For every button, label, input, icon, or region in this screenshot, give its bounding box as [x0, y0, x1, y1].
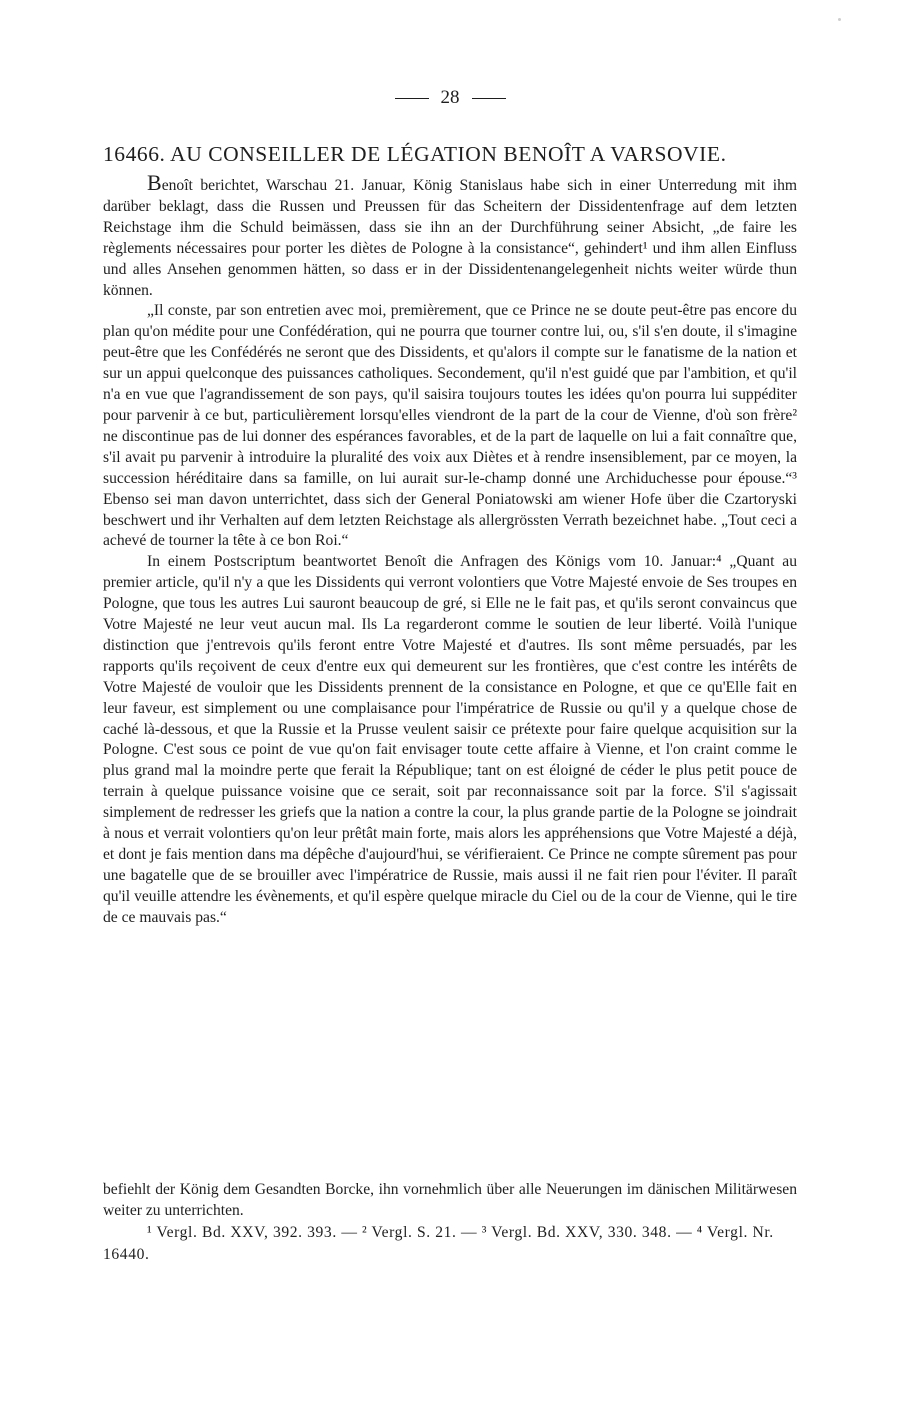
document-heading: 16466. AU CONSEILLER DE LÉGATION BENOÎT A VARSOVIE.	[103, 142, 727, 166]
closing-section	[103, 1180, 797, 1222]
paragraph-1-text: enoît berichtet, Warschau 21. Januar, König Stanislaus habe sich in einer Unterredung mit ihm darüber beklagt, dass die Russen und Preussen für das Scheitern der Dissidentenfrage auf dem letzten Reichstage ihm die Schuld beimässen, dass sie ihn an der Durchführung seiner Absicht, „de faire les règlements nécessaires pour porter les diètes de Pologne à la consistance“, gehindert¹ und ihm allen Einfluss und alles Ansehen genommen hätten, so dass er in der Dissidentenangelegenheit nichts weiter würde thun können.	[103, 177, 797, 299]
closing-paragraph: befiehlt der König dem Gesandten Borcke, ihn vornehmlich über alle Neuerungen im dänischen Militärwesen weiter zu unterrichten.	[103, 1181, 797, 1219]
paragraph-1	[103, 170, 797, 301]
page-number-line	[0, 86, 900, 110]
scan-speck	[838, 18, 841, 21]
footnotes	[103, 1222, 797, 1266]
right-dash-rule	[472, 98, 506, 99]
paragraph-2: „Il conste, par son entretien avec moi, premièrement, que ce Prince ne se doute peut-être pas encore du plan qu'on médite pour une Confédération, qui ne pourra que tourner contre lui, ou, s'il s'en doute, il s'imagine peut-être que les Confédérés ne seront que des Dissidents, et qu'alors il compte sur le fanatisme de la nation et sur un appui quelconque des puissances catholiques. Secondement, qu'il n'est guidé que par l'ambition, et qu'il n'a en vue que l'agrandissement de son pays, qu'il saisira toujours toutes les idées qu'on pourra lui suppéditer pour parvenir à ce but, particulièrement lorsqu'elles viendront de la part de la cour de Vienne, d'où son frère² ne discontinue pas de lui donner des espérances favorables, et de la part de laquelle on lui a fait connaître que, s'il avait pu parvenir à introduire la pluralité des voix aux Diètes et à rendre insensiblement, par ce moyen, la succession héréditaire dans sa famille, on lui aurait sur-le-champ donné une Archiduchesse pour épouse.“³ Ebenso sei man davon unterrichtet, dass sich der General Poniatowski am wiener Hofe über die Czartoryski beschwert und ihr Verhalten auf dem letzten Reichstage als allergrössten Verrath bezeichnet habe. „Tout ceci a achevé de tourner la tête à ce bon Roi.“	[103, 302, 797, 550]
page-number: 28	[440, 87, 460, 108]
initial-letter: B	[147, 170, 162, 195]
paragraph-3: In einem Postscriptum beantwortet Benoît die Anfragen des Königs vom 10. Januar:⁴ „Quant au premier article, qu'il n'y a que les Dissidents qui verront volontiers que Votre Majesté envoie de Ses troupes en Pologne, que tous les autres Lui sauront beaucoup de gré, si Elle ne le fait pas, et qu'ils seront convaincus que Votre Majesté ne leur veut aucun mal. Ils La regarderont comme le soutien de leur liberté. Voilà l'unique distinction que j'entrevois qu'ils feront entre Votre Majesté et d'autres. Ils sont même persuadés, par les rapports qu'ils reçoivent de ceux d'entre eux qui demeurent sur les frontières, que c'est contre les intérêts de Votre Majesté de vouloir que les Dissidents prennent de la consistance en Pologne, et que ce qu'Elle fait en leur faveur, est simplement ou une complaisance pour l'impératrice de Russie ou qu'il y a quelque chose de caché là-dessous, et que la Russie et la Prusse veulent saisir ce prétexte pour faire quelque acquisition sur la Pologne. C'est sous ce point de vue qu'on fait envisager toute cette affaire à Vienne, et l'on craint comme le plus grand mal la moindre perte que ferait la République; tant on est éloigné de céder le plus petit pouce de terrain à quelque puissance voisine que ce serait, soit par reconnaissance soit par la force. S'il s'agissait simplement de redresser les griefs que la nation a contre la cour, la plus grande partie de la Pologne se joindrait à nous et verrait volontiers qu'on leur prêtât main forte, mais alors les appréhensions que Votre Majesté a déjà, et dont je fais mention dans ma dépêche d'aujourd'hui, se vérifieraient. Ce Prince ne compte sûrement pas pour une bagatelle que de se brouiller avec l'impératrice de Russie, mais aussi il ne fait rien pour l'éviter. Il paraît qu'il veuille attendre les évènements, et qu'il espère quelque miracle du Ciel ou de la cour de Vienne, qui le tire de ce mauvais pas.“	[103, 553, 797, 926]
footnote-line: ¹ Vergl. Bd. XXV, 392. 393. — ² Vergl. S. 21. — ³ Vergl. Bd. XXV, 330. 348. — ⁴ Vergl. Nr. 16440.	[103, 1224, 774, 1263]
document-body	[103, 170, 797, 929]
left-dash-rule	[395, 98, 429, 99]
